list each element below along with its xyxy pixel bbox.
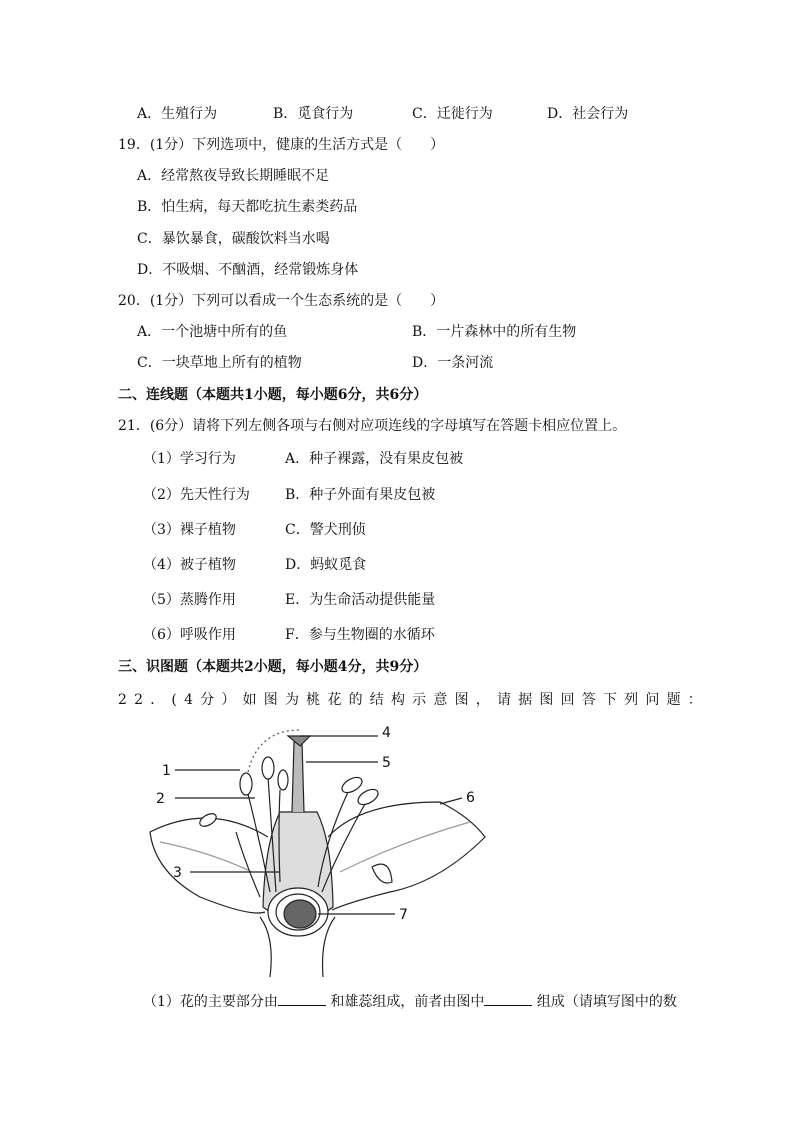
q21-right-c: C．警犬刑侦 [285,522,366,538]
q22-sub1-part2: 和雄蕊组成，前者由图中 [330,994,485,1010]
label-6: 6 [466,790,475,806]
q21-right-f: F．参与生物圈的水循环 [285,627,435,643]
q20-option-a: A．一个池塘中所有的鱼 [137,324,288,340]
q20-stem: 20．(1分）下列可以看成一个生态系统的是（ ） [118,293,445,309]
label-2: 2 [156,791,165,807]
q20-option-c: C．一块草地上所有的植物 [137,355,302,371]
section2-title: 二、连线题（本题共1小题，每小题6分，共6分） [118,387,428,403]
label-7: 7 [399,907,408,923]
q20-option-b: B．一片森林中的所有生物 [412,324,577,340]
label-4: 4 [382,725,391,741]
q19-option-a: A．经常熬夜导致长期睡眠不足 [137,168,330,184]
q18-option-b: B．觅食行为 [273,106,354,122]
q22-stem: 22．(4分）如图为桃花的结构示意图，请据图回答下列问题： [118,692,709,708]
q21-left-5: （5）蒸腾作用 [143,592,236,608]
label-3: 3 [173,865,182,881]
label-5: 5 [382,755,391,771]
q21-left-6: （6）呼吸作用 [143,627,236,643]
q18-option-d: D．社会行为 [547,106,629,122]
q21-right-b: B．种子外面有果皮包被 [285,487,436,503]
peach-flower-diagram [140,722,500,980]
q19-stem: 19．(1分）下列选项中，健康的生活方式是（ ） [118,137,445,153]
q21-stem: 21．(6分）请将下列左侧各项与右侧对应项连线的字母填写在答题卡相应位置上。 [118,418,627,434]
q22-sub1-part1: （1）花的主要部分由 [143,994,278,1010]
q20-option-d: D．一条河流 [412,355,494,371]
q19-option-d: D．不吸烟、不酗酒，经常锻炼身体 [137,262,359,278]
q21-left-1: （1）学习行为 [143,451,236,467]
q22-sub1-part3: 组成（请填写图中的数 [536,994,677,1010]
answer-blank-2[interactable] [484,993,532,1006]
section3-title: 三、识图题（本题共2小题，每小题4分，共9分） [118,659,428,675]
q19-option-b: B．怕生病，每天都吃抗生素类药品 [137,199,358,215]
q21-right-e: E．为生命活动提供能量 [285,592,436,608]
q21-right-a: A．种子裸露，没有果皮包被 [285,451,464,467]
q18-option-c: C．迁徙行为 [412,106,493,122]
q22-sub1 [143,991,677,1011]
label-1: 1 [162,763,171,779]
q21-left-3: （3）裸子植物 [143,522,236,538]
q21-right-d: D．蚂蚁觅食 [285,557,367,573]
answer-blank-1[interactable] [278,993,326,1006]
q18-option-a: A．生殖行为 [137,106,218,122]
q21-left-4: （4）被子植物 [143,557,236,573]
q19-option-c: C．暴饮暴食，碳酸饮料当水喝 [137,231,330,247]
q21-left-2: （2）先天性行为 [143,487,250,503]
